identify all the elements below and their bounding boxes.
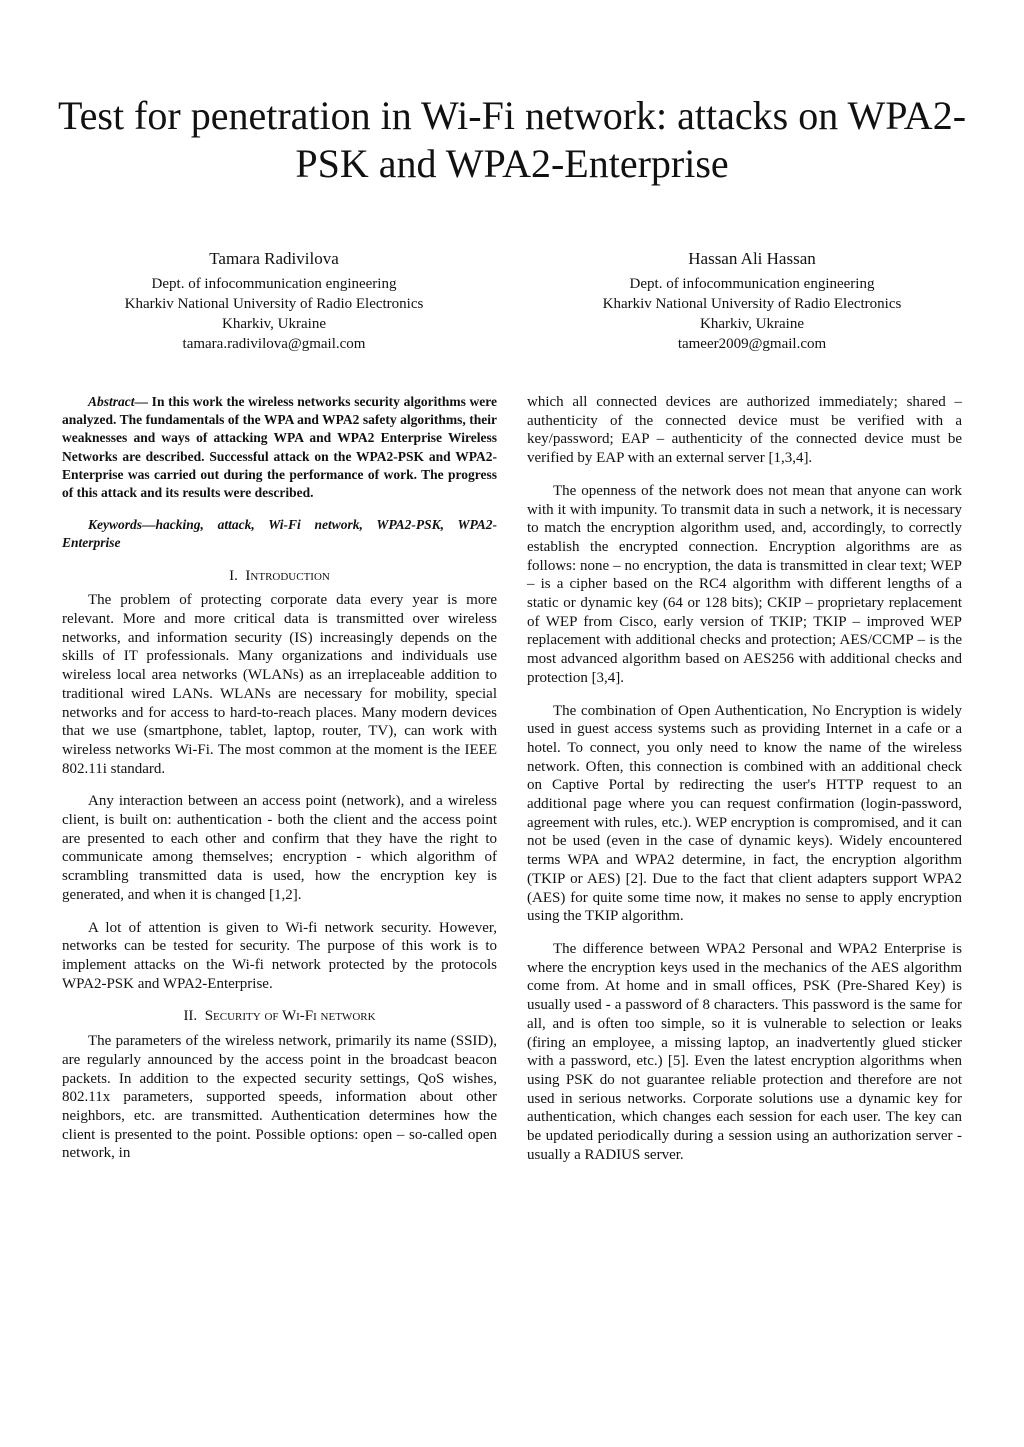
abstract-text: — In this work the wireless networks security algorithms were analyzed. The fundamentals of the WPA and WPA2 safety algorithms, their weaknesses and ways of attacking WPA and WPA2 Enterprise Wireless Networks are described. Successful attack on the WPA2-PSK and WPA2-Enterprise was carried out during the performance of work. The progress of this attack and its results were described. <box>62 394 497 501</box>
author-university: Kharkiv National University of Radio Electronics <box>124 296 424 312</box>
author-dept: Dept. of infocommunication engineering <box>151 276 397 292</box>
section-heading <box>62 567 497 586</box>
author-location: Kharkiv, Ukraine <box>222 316 326 332</box>
paragraph: A lot of attention is given to Wi-fi network security. However, networks can be tested for security. The purpose of this work is to implement attacks on the Wi-fi network protected by the protocols WPA2-PSK and WPA2-Enterprise. <box>62 919 497 992</box>
section-title: Introduction <box>245 567 330 584</box>
author-block-2 <box>522 248 982 354</box>
author-name: Tamara Radivilova <box>209 249 339 268</box>
author-name: Hassan Ali Hassan <box>688 249 816 268</box>
paragraph: The openness of the network does not mean that anyone can work with it with impunity. To transmit data in such a network, it is necessary to match the encryption algorithm used, and, accordingly, to correctly establish the encrypted connection. Encryption algorithms are as follows: none – no encryption, the data is transmitted in clear text; WEP – is a cipher based on the RC4 algorithm with different lengths of a static or dynamic key (64 or 128 bits); CKIP – proprietary replacement of WEP from Cisco, early version of TKIP; TKIP – improved WEP replacement with additional checks and protection; AES/CCMP – is the most advanced algorithm based on AES256 with additional checks and protection [3,4]. <box>527 482 962 686</box>
right-column <box>527 393 962 1178</box>
author-location: Kharkiv, Ukraine <box>700 316 804 332</box>
paragraph: The difference between WPA2 Personal and WPA2 Enterprise is where the encryption keys used in the mechanics of the AES algorithm come from. At home and in small offices, PSK (Pre-Shared Key) is usually used - a password of 8 characters. This password is the same for all, and is often too simple, so it is vulnerable to selection or leaks (firing an employee, a missing laptop, an inadvertently glued sticker with a password, etc.) [5]. Even the latest encryption algorithms when using PSK do not guarantee reliable protection and therefore are not used in serious networks. Corporate solutions use a dynamic key for authentication, which changes each session for each user. The key can be updated periodically during a session using an authorization server - usually a RADIUS server. <box>527 940 962 1163</box>
abstract-label: Abstract <box>88 394 135 409</box>
paragraph: which all connected devices are authorized immediately; shared – authenticity of the connected device must be verified with a key/password; EAP – authenticity of the connected device must be verified by EAP with an external server [1,3,4]. <box>527 394 962 467</box>
paragraph: The problem of protecting corporate data every year is more relevant. More and more critical data is transmitted over wireless networks, and information security (IS) increasingly depends on the skills of IT professionals. Many organizations and individuals use wireless local area networks (WLANs) as an irreplaceable addition to traditional wired LANs. WLANs are necessary for mobility, special networks and for access to hard-to-reach places. Many modern devices that we use (smartphone, tablet, laptop, router, TV), can work with wireless networks Wi-Fi. The most common at the moment is the IEEE 802.11i standard. <box>62 592 497 777</box>
paragraph: Any interaction between an access point (network), and a wireless client, is built on: authentication - both the client and the access point are presented to each other and confirm that they have the right to communicate among themselves; encryption - which algorithm of scrambling transmitted data is used, how the encryption key is generated, and when it is changed [1,2]. <box>62 793 497 903</box>
section-title: Security of Wi-Fi network <box>204 1008 376 1025</box>
author-email: tamara.radivilova@gmail.com <box>182 336 366 352</box>
left-column <box>62 393 497 1177</box>
paragraph: The parameters of the wireless network, primarily its name (SSID), are regularly announced by the access point in the broadcast beacon packets. In addition to the expected security settings, QoS wishes, 802.11x parameters, supported speeds, information about other neighbors, etc. are transmitted. Authentication determines how the client is presented to the point. Possible options: open – so-called open network, in <box>62 1033 497 1162</box>
paragraph: The combination of Open Authentication, No Encryption is widely used in guest access systems such as providing Internet in a cafe or a hotel. To connect, you only need to know the name of the wireless network. Often, this connection is combined with an additional check on Captive Portal by redirecting the user's HTTP request to an additional page where you can request confirmation (login-password, agreement with rules, etc.). WEP encryption is compromised, and it can not be used (even in the case of dynamic keys). Widely encountered terms WPA and WPA2 determine, in fact, the encryption algorithm (TKIP or AES) [2]. Due to the fact that client adapters support WPA2 (AES) for quite some time now, it makes no sense to apply encryption using the TKIP algorithm. <box>527 702 962 925</box>
author-block-1 <box>44 248 504 354</box>
section-heading <box>62 1007 497 1026</box>
section-number: I. <box>229 567 238 584</box>
keywords: Keywords—hacking, attack, Wi-Fi network, WPA2-PSK, WPA2-Enterprise <box>62 517 497 551</box>
paper-title: Test for penetration in Wi-Fi network: attacks on WPA2-PSK and WPA2-Enterprise <box>57 93 967 186</box>
author-university: Kharkiv National University of Radio Electronics <box>602 296 902 312</box>
author-email: tameer2009@gmail.com <box>677 336 827 352</box>
abstract <box>62 393 497 502</box>
author-dept: Dept. of infocommunication engineering <box>629 276 875 292</box>
section-number: II. <box>183 1008 198 1025</box>
